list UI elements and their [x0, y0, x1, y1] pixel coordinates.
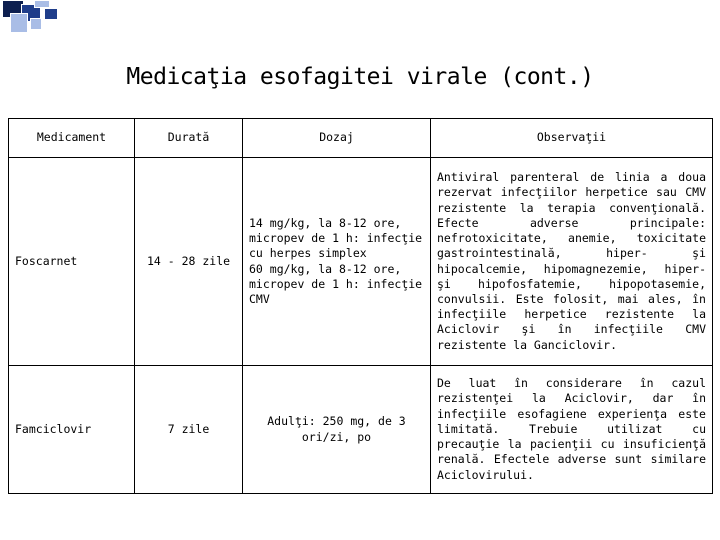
deco-square-light: [30, 18, 42, 30]
duration: 14 - 28 zile: [135, 158, 243, 366]
dosage-line: Adulţi: 250 mg, de 3 ori/zi, po: [267, 414, 406, 444]
deco-square-light: [34, 0, 50, 8]
table-row: [9, 158, 713, 366]
header-dozaj: Dozaj: [243, 119, 431, 158]
corner-decoration: [0, 0, 60, 40]
drug-name: Famciclovir: [9, 366, 135, 494]
duration: 7 zile: [135, 366, 243, 494]
header-durata: Durată: [135, 119, 243, 158]
notes: De luat în considerare în cazul rezistenţei la Aciclovir, dar în infecţiile esofagiene experienţa este limitată. Trebuie utilizat cu precauţie la pacienţii cu insuficienţă renală. Efectele adverse sunt similare Aciclovirului.: [431, 366, 713, 494]
dosage: [243, 366, 431, 494]
medication-table: [8, 118, 713, 494]
table-header-row: [9, 119, 713, 158]
header-observatii: Observaţii: [431, 119, 713, 158]
deco-square-blue: [44, 8, 58, 20]
dosage-line: 60 mg/kg, la 8-12 ore, micropev de 1 h: infecţie CMV: [249, 261, 423, 306]
deco-square-light: [10, 13, 28, 33]
drug-name: Foscarnet: [9, 158, 135, 366]
page-title: Medicaţia esofagitei virale (cont.): [126, 64, 594, 90]
notes: Antiviral parenteral de linia a doua rezervat infecţiilor herpetice sau CMV rezistente la terapia convenţională. Efecte adverse principale: nefrotoxicitate, anemie, toxicitate gastrointestinală, hiper- şi hipocalcemie, hipomagnezemie, hiper- şi hipofosfatemie, hipopotasemie, convulsii. Este folosit, mai ales, în infecţiile herpetice rezistente la Aciclovir şi în infecţiile CMV rezistente la Ganciclovir.: [431, 158, 713, 366]
dosage: [243, 158, 431, 366]
table-row: [9, 366, 713, 494]
dosage-line: 14 mg/kg, la 8-12 ore, micropev de 1 h: infecţie cu herpes simplex: [249, 215, 423, 261]
header-medicament: Medicament: [9, 119, 135, 158]
